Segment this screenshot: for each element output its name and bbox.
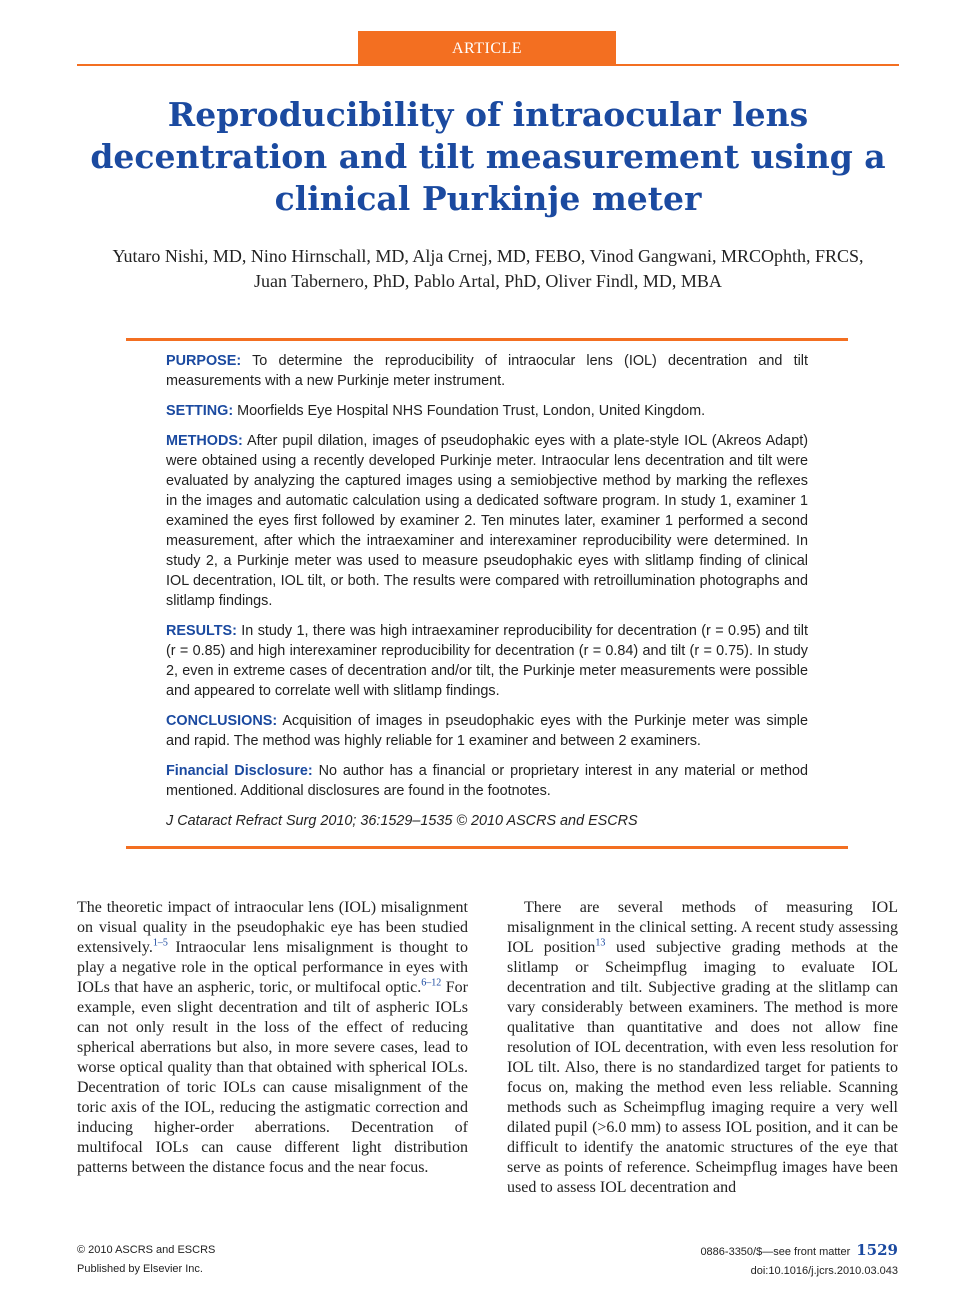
body-text: There are several methods of measuring IOL misalignment in the clinical setting. A recent study assessing IOL position [507,899,898,956]
footer-doi[interactable]: doi:10.1016/j.jcrs.2010.03.043 [750,1265,898,1277]
abstract-results [166,621,808,701]
abstract-conclusions [166,711,808,751]
conclusions-label: CONCLUSIONS: [166,713,278,729]
body-text: Intraocular lens misalignment is thought to play a negative role in the optical performance in eyes with IOLs that have an aspheric, toric, or multifocal optic. [77,939,468,996]
abstract-setting [166,401,808,421]
abstract [166,351,808,841]
disclosure-text: No author has a financial or proprietary interest in any material or method mentioned. Additional disclosures are found in the footnotes. [166,763,808,799]
results-text: In study 1, there was high intraexaminer reproducibility for decentration (r = 0.95) and tilt (r = 0.85) and high interexaminer reproducibility for decentration (r = 0.84) and tilt (r = 0.75). In study 2, even in extreme cases of decentration and/or tilt, the Purkinje meter measurements were possible and appeared to correlate well with slitlamp findings. [166,623,809,699]
disclosure-label: Financial Disclosure: [166,763,313,779]
setting-label: SETTING: [166,403,234,419]
footer-left [77,1241,215,1279]
article-type-tag: ARTICLE [358,31,616,65]
author-line-1: Yutaro Nishi, MD, Nino Hirnschall, MD, Alja Crnej, MD, FEBO, Vinod Gangwani, MRCOphth, FRCS, [112,246,864,266]
intro-paragraph-1 [77,898,468,1178]
purpose-text: To determine the reproducibility of intraocular lens (IOL) decentration and tilt measurements with a new Purkinje meter instrument. [166,353,808,389]
footer-publisher: Published by Elsevier Inc. [77,1263,203,1275]
abstract-top-rule [126,338,848,341]
footer-right [700,1241,898,1281]
abstract-disclosure [166,761,808,801]
author-line-2: Juan Tabernero, PhD, Pablo Artal, PhD, Oliver Findl, MD, MBA [254,271,722,291]
journal-citation: J Cataract Refract Surg 2010; 36:1529–1535 © 2010 ASCRS and ESCRS [166,813,638,829]
article-title: Reproducibility of intraocular lens decentration and tilt measurement using a clinical Purkinje meter [90,95,886,218]
body-text: The theoretic impact of intraocular lens (IOL) misalignment on visual quality in the pseudophakic eye has been studied extensively. [77,899,468,956]
reference-link[interactable]: 13 [595,937,606,949]
abstract-bottom-rule [126,846,848,849]
conclusions-text: Acquisition of images in pseudophakic eyes with the Purkinje meter was simple and rapid. The method was highly reliable for 1 examiner and between 2 examiners. [166,713,808,749]
intro-paragraph-2 [507,898,898,1198]
header-rule [77,64,899,66]
body-text: used subjective grading methods at the slitlamp or Scheimpflug imaging to evaluate IOL decentration and tilt. Subjective grading at the slitlamp can vary considerably between examiners. The method is more qualitative than quantitative and does not allow fine resolution of IOL decentration, with even less resolution for IOL tilt. Also, there is no standardized target for patients to focus on, making the method even less reliable. Scanning methods such as Scheimpflug imaging require a very well dilated pupil (>6.0 mm) to assess IOL position, and it can be difficult to identify the anatomic structures of the eye that serve as points of reference. Scheimpflug images have been used to assess IOL decentration and [507,939,898,1196]
setting-text: Moorfields Eye Hospital NHS Foundation Trust, London, United Kingdom. [237,403,706,419]
author-list [60,244,916,294]
body-column-right [507,898,898,1198]
body-text: For example, even slight decentration and tilt of aspheric IOLs can not only result in the loss of the effect of reducing spherical aberrations but also, in more severe cases, lead to worse optical quality than that obtained with spherical IOLs. Decentration of toric IOLs can cause misalignment of the toric axis of the IOL, reducing the astigmatic correction and inducing higher-order aberrations. Decentration of multifocal IOLs can cause different light distribution patterns between the distance focus and the near focus. [77,979,468,1176]
abstract-methods [166,431,808,611]
results-label: RESULTS: [166,623,237,639]
methods-text: After pupil dilation, images of pseudophakic eyes with a plate-style IOL (Akreos Adapt) were obtained using a recently developed Purkinje meter. Intraocular lens decentration and tilt were evaluated by analyzing the captured images using a semiobjective method by marking the reflexes in the images and automatic calculation using a dedicated software program. In study 1, examiner 1 examined the eyes first followed by examiner 2. Ten minutes later, examiner 1 performed a second measurement, after which the intraexaminer and interexaminer reproducibility were determined. In study 2, a Purkinje meter was used to measure pseudophakic eyes with slitlamp finding of clinical IOL decentration, IOL tilt, or both. The results were compared with retroillumination photographs and slitlamp findings. [166,433,808,609]
footer-issn-line [700,1241,898,1262]
body-column-left [77,898,468,1178]
reference-link[interactable]: 1–5 [152,937,168,949]
abstract-purpose [166,351,808,391]
purpose-label: PURPOSE: [166,353,242,369]
methods-label: METHODS: [166,433,243,449]
footer-copyright: © 2010 ASCRS and ESCRS [77,1244,216,1256]
page-number: 1529 [856,1241,898,1259]
reference-link[interactable]: 6–12 [421,977,442,989]
footer-issn: 0886-3350/$—see front matter [700,1246,851,1258]
